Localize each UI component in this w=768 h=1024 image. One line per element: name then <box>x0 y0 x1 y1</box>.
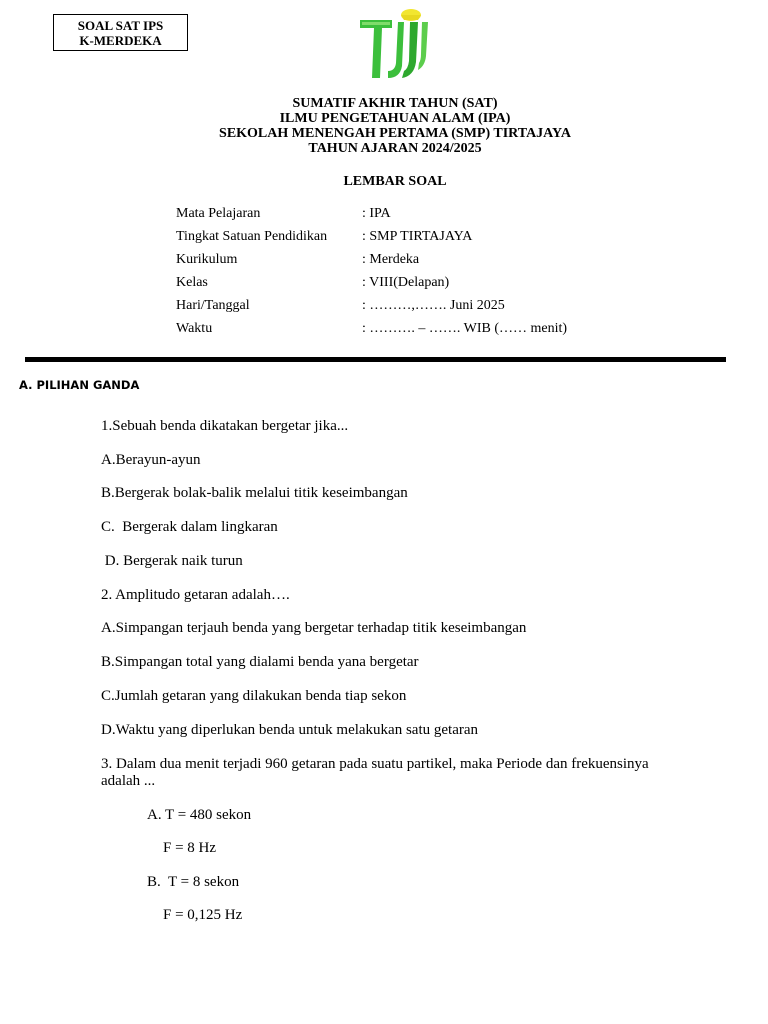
question-3-option-a-freq: F = 8 Hz <box>163 840 217 856</box>
question-2-option-a: A.Simpangan terjauh benda yang bergetar terhadap titik keseimbangan <box>101 620 527 636</box>
question-1-option-b: B.Bergerak bolak-balik melalui titik keseimbangan <box>101 485 408 501</box>
question-2-option-b: B.Simpangan total yang dialami benda yana bergetar <box>101 654 419 670</box>
info-row <box>176 205 596 228</box>
info-value: : Merdeka <box>362 252 420 267</box>
question-2-text: 2. Amplitudo getaran adalah…. <box>101 587 290 603</box>
question-3-option-b: B. T = 8 sekon <box>147 874 240 890</box>
info-value: : IPA <box>362 206 391 221</box>
sheet-title: LEMBAR SOAL <box>343 174 447 189</box>
title-line-2: ILMU PENGETAHUAN ALAM (IPA) <box>279 111 511 126</box>
question-3-option-b-freq: F = 0,125 Hz <box>163 907 243 923</box>
school-logo-icon <box>358 6 438 80</box>
exam-label-line2: K-MERDEKA <box>79 33 162 48</box>
section-title: A. PILIHAN GANDA <box>19 378 140 392</box>
exam-info-table <box>176 205 596 343</box>
info-row <box>176 297 596 320</box>
info-row <box>176 274 596 297</box>
info-key: Tingkat Satuan Pendidikan <box>176 229 328 244</box>
info-key: Kurikulum <box>176 252 238 267</box>
info-row <box>176 228 596 251</box>
info-key: Hari/Tanggal <box>176 298 250 313</box>
info-key: Mata Pelajaran <box>176 206 261 221</box>
info-row <box>176 251 596 274</box>
question-3-option-a: A. T = 480 sekon <box>147 807 252 823</box>
info-value: : ………,……. Juni 2025 <box>362 298 505 313</box>
info-value: : VIII(Delapan) <box>362 275 450 290</box>
question-1-option-d: D. Bergerak naik turun <box>101 553 243 569</box>
title-line-4: TAHUN AJARAN 2024/2025 <box>308 141 482 156</box>
header-divider <box>25 357 726 362</box>
question-1-text: 1.Sebuah benda dikatakan bergetar jika... <box>101 418 349 434</box>
question-3-text: 3. Dalam dua menit terjadi 960 getaran pada suatu partikel, maka Periode dan frekuensinya adalah ... <box>101 756 649 789</box>
exam-label-line1: SOAL SAT IPS <box>77 18 164 33</box>
info-value: : ………. – ……. WIB (…… menit) <box>362 321 568 336</box>
info-key: Kelas <box>176 275 208 290</box>
info-key: Waktu <box>176 321 213 336</box>
title-line-1: SUMATIF AKHIR TAHUN (SAT) <box>292 96 498 111</box>
info-value: : SMP TIRTAJAYA <box>362 229 473 244</box>
title-line-3: SEKOLAH MENENGAH PERTAMA (SMP) TIRTAJAYA <box>219 126 571 141</box>
exam-label-box <box>53 14 188 51</box>
question-1-option-c: C. Bergerak dalam lingkaran <box>101 519 278 535</box>
document-title-block <box>0 96 768 156</box>
question-2-option-c: C.Jumlah getaran yang dilakukan benda tiap sekon <box>101 688 407 704</box>
question-1-option-a: A.Berayun-ayun <box>101 452 201 468</box>
question-2-option-d: D.Waktu yang diperlukan benda untuk melakukan satu getaran <box>101 722 479 738</box>
info-row <box>176 320 596 343</box>
